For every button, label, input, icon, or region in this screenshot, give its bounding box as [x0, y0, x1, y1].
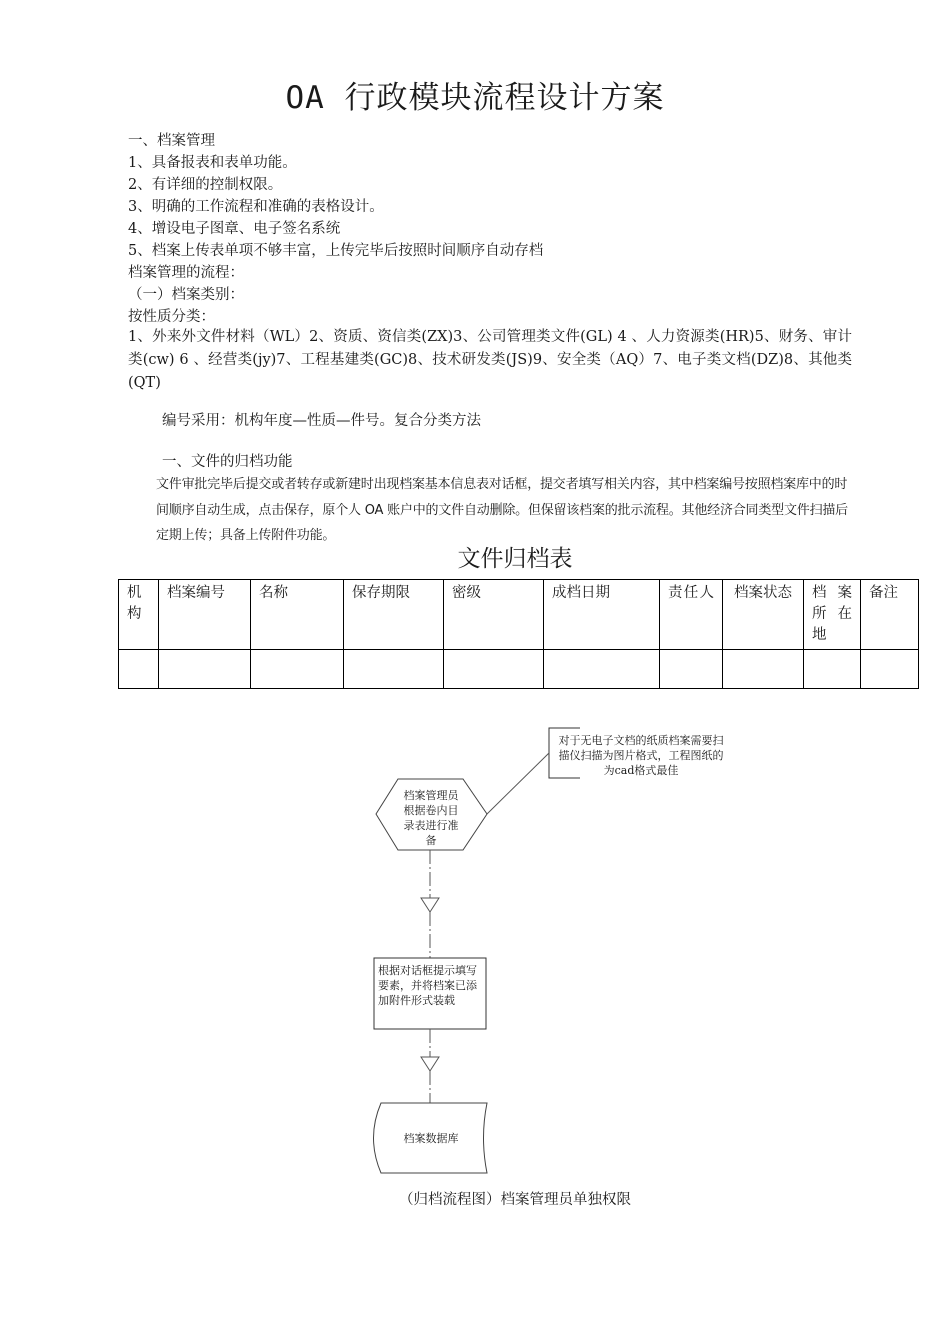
archive-flowchart [0, 700, 950, 1190]
table-cell[interactable] [444, 650, 544, 689]
annotation-text: 对于无电子文档的纸质档案需要扫描仪扫描为图片格式，工程图纸的为cad格式最佳 [558, 734, 724, 777]
table-title: 文件归档表 [457, 546, 573, 572]
header-cell: 档案状态 [723, 580, 804, 650]
archive-table [118, 579, 919, 689]
step1-text: 档案管理员根据卷内目录表进行准备 [403, 789, 459, 847]
arrowhead-2 [421, 1057, 439, 1071]
header-cell: 备注 [861, 580, 919, 650]
header-cell: 档案所在地 [804, 580, 861, 650]
step2-text: 根据对话框提示填写要素，并将档案已添加附件形式装载 [378, 964, 477, 1007]
table-cell[interactable] [159, 650, 251, 689]
flowchart-caption: （归档流程图）档案管理员单独权限 [399, 1192, 631, 1208]
arrowhead-1 [421, 898, 439, 912]
step3-text: 档案数据库 [403, 1132, 459, 1145]
category-heading: （一）档案类别： [128, 287, 244, 303]
function-paragraph [128, 472, 852, 549]
header-cell: 成档日期 [544, 580, 660, 650]
document-title: OA 行政模块流程设计方案 [285, 80, 665, 116]
header-cell: 责任人 [660, 580, 723, 650]
table-cell[interactable] [723, 650, 804, 689]
header-cell: 档案编号 [159, 580, 251, 650]
header-cell: 保存期限 [344, 580, 444, 650]
annotation-connector [487, 753, 549, 814]
table-cell[interactable] [251, 650, 344, 689]
section-heading: 一、文件的归档功能 [162, 454, 293, 470]
heading-archive-management: 一、档案管理 [128, 133, 215, 149]
classification-heading: 按性质分类： [128, 309, 215, 325]
table-cell[interactable] [344, 650, 444, 689]
list-item: 4、增设电子图章、电子签名系统 [128, 221, 341, 237]
numbering-line: 编号采用：机构年度—性质—件号。复合分类方法 [162, 413, 481, 429]
table-cell[interactable] [660, 650, 723, 689]
function-paragraph-text: 文件审批完毕后提交或者转存或新建时出现档案基本信息表对话框，提交者填写相关内容，其中档案编号按照档案库中的时间顺序自动生成，点击保存，原个人 OA 账户中的文件自动删除。但保留该档案的批示流程。其他经济合同类型文件扫描后定期上传；具备上传附件功能。 [156, 477, 848, 543]
table-header-row [119, 580, 919, 650]
table-cell[interactable] [544, 650, 660, 689]
process-heading: 档案管理的流程： [128, 265, 244, 281]
table-cell[interactable] [804, 650, 861, 689]
list-item: 5、档案上传表单项不够丰富，上传完毕后按照时间顺序自动存档 [128, 243, 544, 259]
header-cell: 机构 [119, 580, 159, 650]
list-item: 2、有详细的控制权限。 [128, 177, 283, 193]
list-item: 3、明确的工作流程和准确的表格设计。 [128, 199, 384, 215]
list-item: 1、具备报表和表单功能。 [128, 155, 297, 171]
table-row [119, 650, 919, 689]
header-cell: 密级 [444, 580, 544, 650]
table-cell[interactable] [861, 650, 919, 689]
header-cell: 名称 [251, 580, 344, 650]
categories-paragraph: 1、外来外文件材料（WL）2、资质、资信类(ZX)3、公司管理类文件(GL) 4 、人力资源类(HR)5、财务、审计类(cw) 6 、经营类(jy)7、工程基建类(GC)8、技术研发类(JS)9、安全类（AQ）7、电子类文档(DZ)8、其他类(QT) [128, 329, 852, 391]
table-cell[interactable] [119, 650, 159, 689]
